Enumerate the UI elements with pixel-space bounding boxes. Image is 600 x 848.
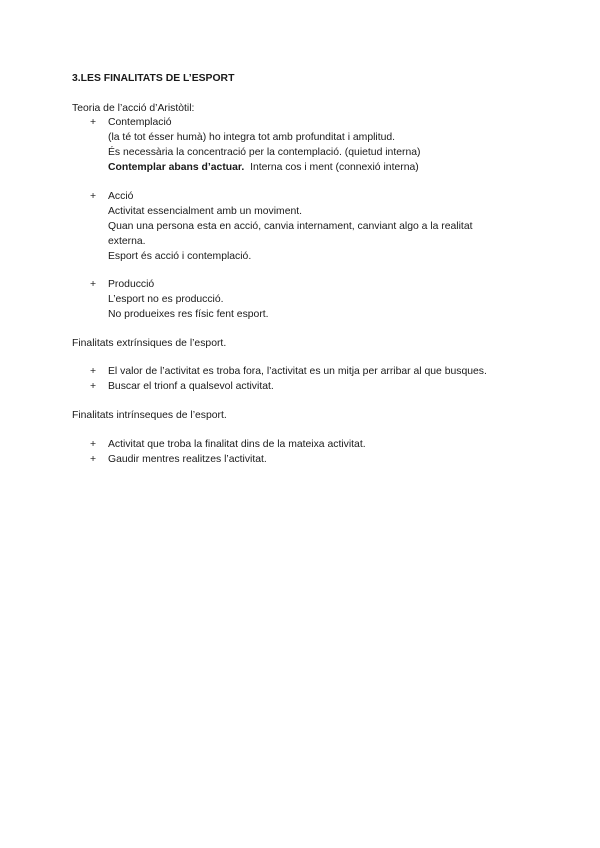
bullet-marker: +	[90, 439, 97, 450]
list-item	[90, 380, 530, 395]
bullet-detail: No produeixes res físic fent esport.	[108, 309, 269, 320]
bullet-detail: externa.	[108, 236, 146, 247]
bullet-marker: +	[90, 279, 97, 290]
bullet-heading: Acció	[108, 191, 134, 202]
bullet-produccio	[90, 278, 530, 323]
bullet-marker: +	[90, 454, 97, 465]
bold-emphasis: Contemplar abans d’actuar.	[108, 162, 245, 173]
bullet-detail: Esport és acció i contemplació.	[108, 251, 252, 262]
list-item-text: Activitat que troba la finalitat dins de la mateixa activitat.	[108, 439, 366, 450]
list-item-text: Buscar el trionf a qualsevol activitat.	[108, 381, 274, 392]
bullet-heading: Contemplació	[108, 117, 172, 128]
list-item-text: El valor de l’activitat es troba fora, l’activitat es un mitja per arribar al que busques.	[108, 366, 487, 377]
bullet-heading: Producció	[108, 279, 155, 290]
list-item-text: Gaudir mentres realitzes l’activitat.	[108, 454, 267, 465]
section-heading-extrinseques: Finalitats extrínsiques de l’esport.	[72, 338, 227, 349]
list-item	[90, 365, 530, 380]
intro-text: Teoria de l’acció d’Aristòtil:	[72, 103, 195, 114]
list-extrinseques	[90, 365, 530, 395]
bullet-marker: +	[90, 366, 97, 377]
bullet-detail-mixed	[90, 161, 530, 176]
bullet-detail: Quan una persona esta en acció, canvia internament, canviant algo a la realitat	[108, 221, 473, 232]
bullet-accio	[90, 190, 530, 265]
bullet-marker: +	[90, 191, 97, 202]
bullet-marker: +	[90, 381, 97, 392]
page-title: 3.LES FINALITATS DE L’ESPORT	[72, 73, 235, 84]
bullet-detail: L’esport no es producció.	[108, 294, 224, 305]
bullet-marker: +	[90, 117, 97, 128]
bullet-detail: És necessària la concentració per la contemplació. (quietud interna)	[108, 147, 421, 158]
bullet-contemplacio	[90, 116, 530, 176]
bullet-detail-rest: Interna cos i ment (connexió interna)	[250, 162, 419, 173]
list-intrinseques	[90, 438, 530, 468]
bullet-detail: Activitat essencialment amb un moviment.	[108, 206, 303, 217]
bullet-detail: (la té tot ésser humà) ho integra tot amb profunditat i amplitud.	[108, 132, 396, 143]
section-heading-intrinseques: Finalitats intrínseques de l’esport.	[72, 410, 227, 421]
list-item	[90, 453, 530, 468]
list-item	[90, 438, 530, 453]
